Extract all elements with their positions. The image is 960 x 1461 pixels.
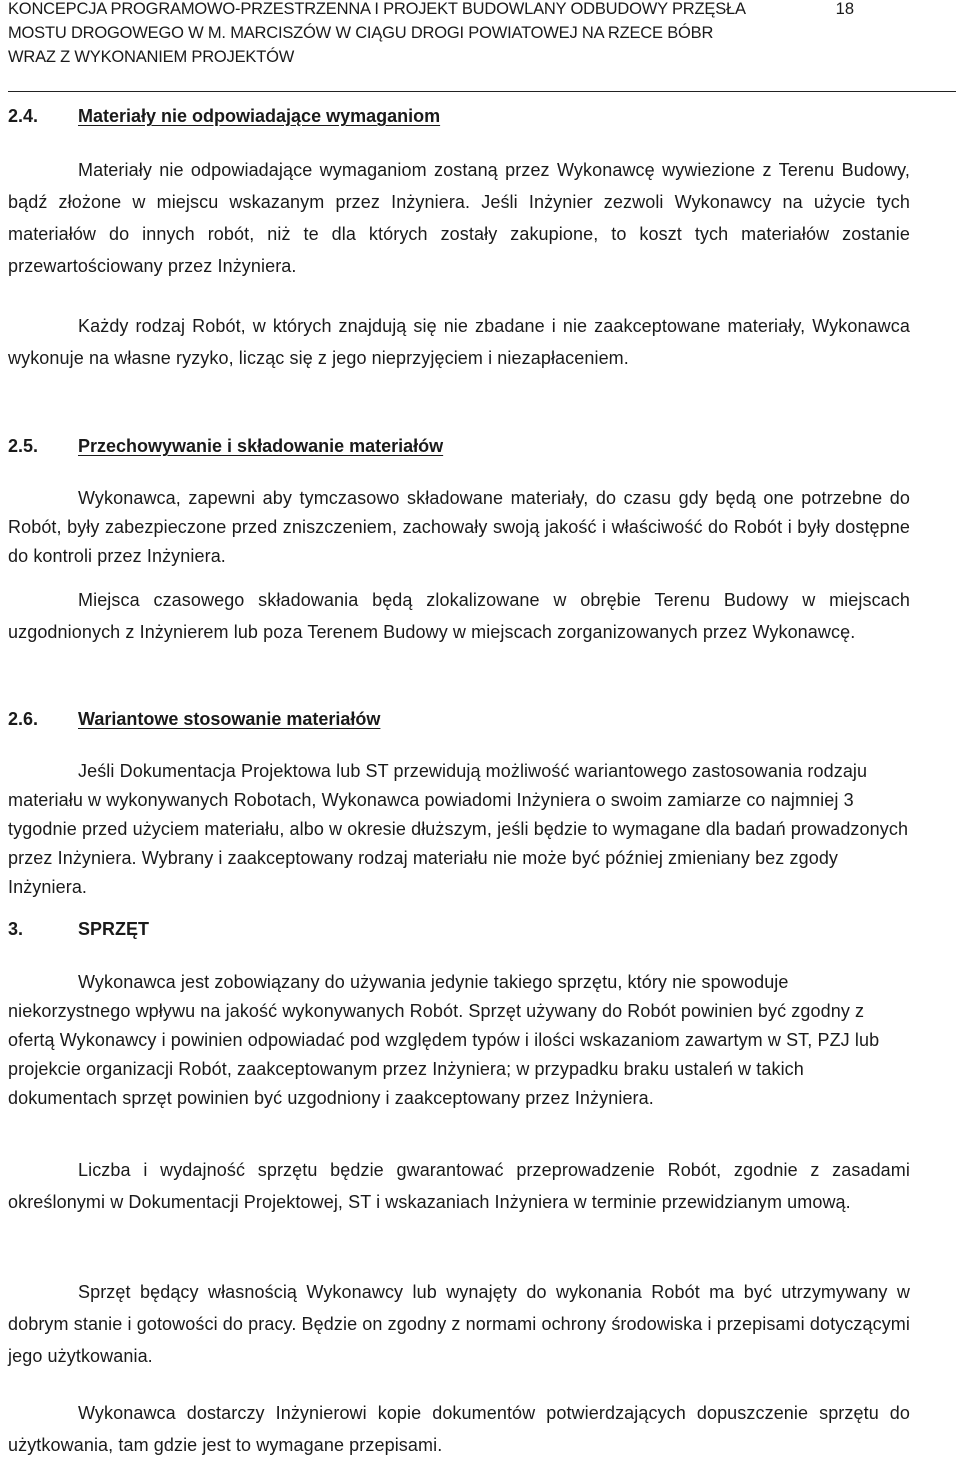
section-number: 2.4. [8, 106, 39, 126]
section-number: 2.6. [8, 709, 39, 729]
running-header [8, 0, 956, 69]
paragraph: Materiały nie odpowiadające wymaganiom zostaną przez Wykonawcę wywiezione z Terenu Budowy, bądź złożone w miejscu wskazanym przez Inżyniera. Jeśli Inżynier zezwoli Wykonawcy na użycie tych materiałów do innych robót, niż te dla których zostały zakupione, to koszt tych materiałów zostanie przewartościowany przez Inżyniera. [8, 160, 910, 276]
paragraph: Jeśli Dokumentacja Projektowa lub ST przewidują możliwość wariantowego zastosowania rodzaju materiału w wykonywanych Robotach, Wykonawca powiadomi Inżyniera o swoim zamiarze co najmniej 3 tygodnie przed użyciem materiału, albo w okresie dłuższym, jeśli będzie to wymagane dla badań prowadzonych przez Inżyniera. Wybrany i zaakceptowany rodzaj materiału nie może być później zmieniany bez zgody Inżyniera. [8, 761, 909, 897]
paragraph: Wykonawca jest zobowiązany do używania jedynie takiego sprzętu, który nie spowoduje niekorzystnego wpływu na jakość wykonywanych Robót. Sprzęt używany do Robót powinien być zgodny z ofertą Wykonawcy i powinien odpowiadać pod względem typów i ilości wskazaniom zawartym w ST, PZJ lub projekcie organizacji Robót, zaakceptowanym przez Inżyniera; w przypadku braku ustaleń w takich dokumentach sprzęt powinien być uzgodniony i zaakceptowany przez Inżyniera. [8, 972, 880, 1108]
section-title: SPRZĘT [78, 919, 150, 939]
section-heading-3 [8, 917, 149, 941]
header-title-line-2: MOSTU DROGOWEGO W M. MARCISZÓW W CIĄGU DROGI POWIATOWEJ NA RZECE BÓBR [8, 24, 714, 42]
paragraph: Wykonawca, zapewni aby tymczasowo składowane materiały, do czasu gdy będą one potrzebne do Robót, były zabezpieczone przed zniszczeniem, zachowały swoją jakość i właściwość do Robót i były dostępne do kontroli przez Inżyniera. [8, 488, 910, 566]
paragraph: Miejsca czasowego składowania będą zlokalizowane w obrębie Terenu Budowy w miejscach uzgodnionych z Inżynierem lub poza Terenem Budowy w miejscach zorganizowanych przez Wykonawcę. [8, 590, 910, 642]
section-title: Materiały nie odpowiadające wymaganiom [78, 106, 441, 126]
paragraph: Wykonawca dostarczy Inżynierowi kopie dokumentów potwierdzających dopuszczenie sprzętu do użytkowania, tam gdzie jest to wymagane przepisami. [8, 1403, 910, 1455]
header-divider [8, 91, 956, 92]
paragraph: Każdy rodzaj Robót, w których znajdują się nie zbadane i nie zaakceptowane materiały, Wykonawca wykonuje na własne ryzyko, licząc się z jego nieprzyjęciem i niezapłaceniem. [8, 316, 910, 368]
section-heading-2-4 [8, 104, 440, 128]
section-title: Wariantowe stosowanie materiałów [78, 709, 381, 729]
section-heading-2-6 [8, 707, 380, 731]
paragraph: Sprzęt będący własnością Wykonawcy lub wynajęty do wykonania Robót ma być utrzymywany w dobrym stanie i gotowości do pracy. Będzie on zgodny z normami ochrony środowiska i przepisami dotyczącymi jego użytkowania. [8, 1282, 910, 1366]
header-title-line-3: WRAZ Z WYKONANIEM PROJEKTÓW [8, 48, 295, 66]
page-number: 18 [835, 0, 854, 18]
section-title: Przechowywanie i składowanie materiałów [78, 436, 444, 456]
header-title-line-1: KONCEPCJA PROGRAMOWO-PRZESTRZENNA I PROJEKT BUDOWLANY ODBUDOWY PRZĘSŁA [8, 0, 746, 18]
section-number: 2.5. [8, 436, 39, 456]
section-heading-2-5 [8, 434, 443, 458]
section-number: 3. [8, 919, 24, 939]
paragraph: Liczba i wydajność sprzętu będzie gwarantować przeprowadzenie Robót, zgodnie z zasadami określonymi w Dokumentacji Projektowej, ST i wskazaniach Inżyniera w terminie przewidzianym umową. [8, 1160, 910, 1212]
